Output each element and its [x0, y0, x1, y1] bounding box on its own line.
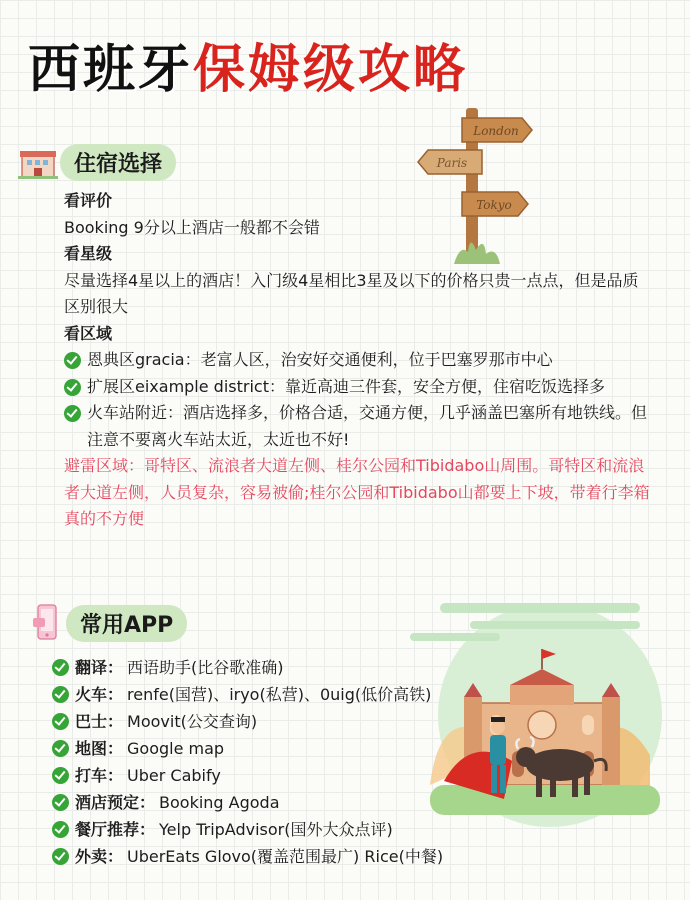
- app-item-value: Google map: [127, 739, 225, 758]
- app-item-value: Yelp TripAdvisor(国外大众点评): [159, 820, 393, 839]
- app-item-value: renfe(国营)、iryo(私营)、0uig(低价高铁): [127, 685, 432, 704]
- check-icon: [52, 659, 69, 676]
- check-icon: [64, 405, 81, 422]
- app-item-label: 翻译：: [75, 658, 124, 677]
- check-icon: [52, 821, 69, 838]
- hotel-icon: [18, 147, 58, 179]
- app-item-label: 地图：: [75, 739, 124, 758]
- page-title: [28, 34, 468, 106]
- area-item-text: 扩展区eixample district：靠近高迪三件套，安全方便，住宿吃饭选择多: [87, 376, 605, 396]
- app-item-value: Booking Agoda: [159, 793, 280, 812]
- app-item-label: 火车：: [75, 685, 124, 704]
- app-item-value: Moovit(公交查询): [127, 712, 258, 731]
- lodging-content: [64, 188, 650, 533]
- sign-london: London: [473, 124, 519, 138]
- app-item-value: Uber Cabify: [127, 766, 221, 785]
- lodging-section-header: [18, 144, 176, 181]
- app-item-label: 餐厅推荐：: [75, 820, 156, 839]
- area-item: [64, 374, 650, 401]
- review-title: 看评价: [64, 191, 113, 210]
- app-item-label: 巴士：: [75, 712, 124, 731]
- bullfight-illustration: [400, 585, 670, 845]
- check-icon: [64, 352, 81, 369]
- apps-heading: 常用APP: [66, 605, 187, 642]
- app-item-label: 酒店预定：: [75, 793, 156, 812]
- lodging-heading: 住宿选择: [60, 144, 176, 181]
- area-item: [64, 347, 650, 374]
- app-item: [52, 843, 492, 870]
- check-icon: [52, 740, 69, 757]
- warning-text: 避雷区域：哥特区、流浪者大道左侧、桂尔公园和Tibidabo山周围。哥特区和流浪者大道左侧，人员复杂，容易被偷;桂尔公园和Tibidabo山都要上下坡，带着行李箱真的不方便: [64, 456, 650, 528]
- title-part-black: 西班牙: [28, 40, 194, 100]
- review-text: Booking 9分以上酒店一般都不会错: [64, 217, 320, 237]
- area-item-text: 火车站附近：酒店选择多，价格合适，交通方便，几乎涵盖巴塞所有地铁线。但注意不要离火车站太近，太近也不好!: [87, 403, 648, 449]
- phone-icon: [32, 604, 62, 642]
- check-icon: [52, 767, 69, 784]
- star-text: 尽量选择4星以上的酒店！入门级4星相比3星及以下的价格只贵一点点，但是品质区别很大: [64, 270, 639, 316]
- sign-tokyo: Tokyo: [476, 198, 512, 212]
- sign-paris: Paris: [436, 156, 468, 170]
- area-title: 看区域: [64, 323, 113, 343]
- area-item: [64, 400, 650, 453]
- app-item-value: UberEats Glovo(覆盖范围最广) Rice(中餐): [127, 847, 444, 866]
- check-icon: [52, 713, 69, 730]
- check-icon: [52, 686, 69, 703]
- check-icon: [52, 794, 69, 811]
- star-title: 看星级: [64, 244, 113, 263]
- title-part-red: 保姆级攻略: [193, 40, 469, 100]
- area-item-text: 恩典区gracia：老富人区，治安好交通便利，位于巴塞罗那市中心: [87, 350, 553, 369]
- app-item-label: 外卖：: [75, 847, 124, 866]
- apps-section-header: [32, 604, 187, 642]
- app-item-label: 打车：: [75, 766, 124, 785]
- check-icon: [52, 848, 69, 865]
- check-icon: [64, 379, 81, 396]
- app-item-value: 西语助手(比谷歌准确): [127, 658, 284, 677]
